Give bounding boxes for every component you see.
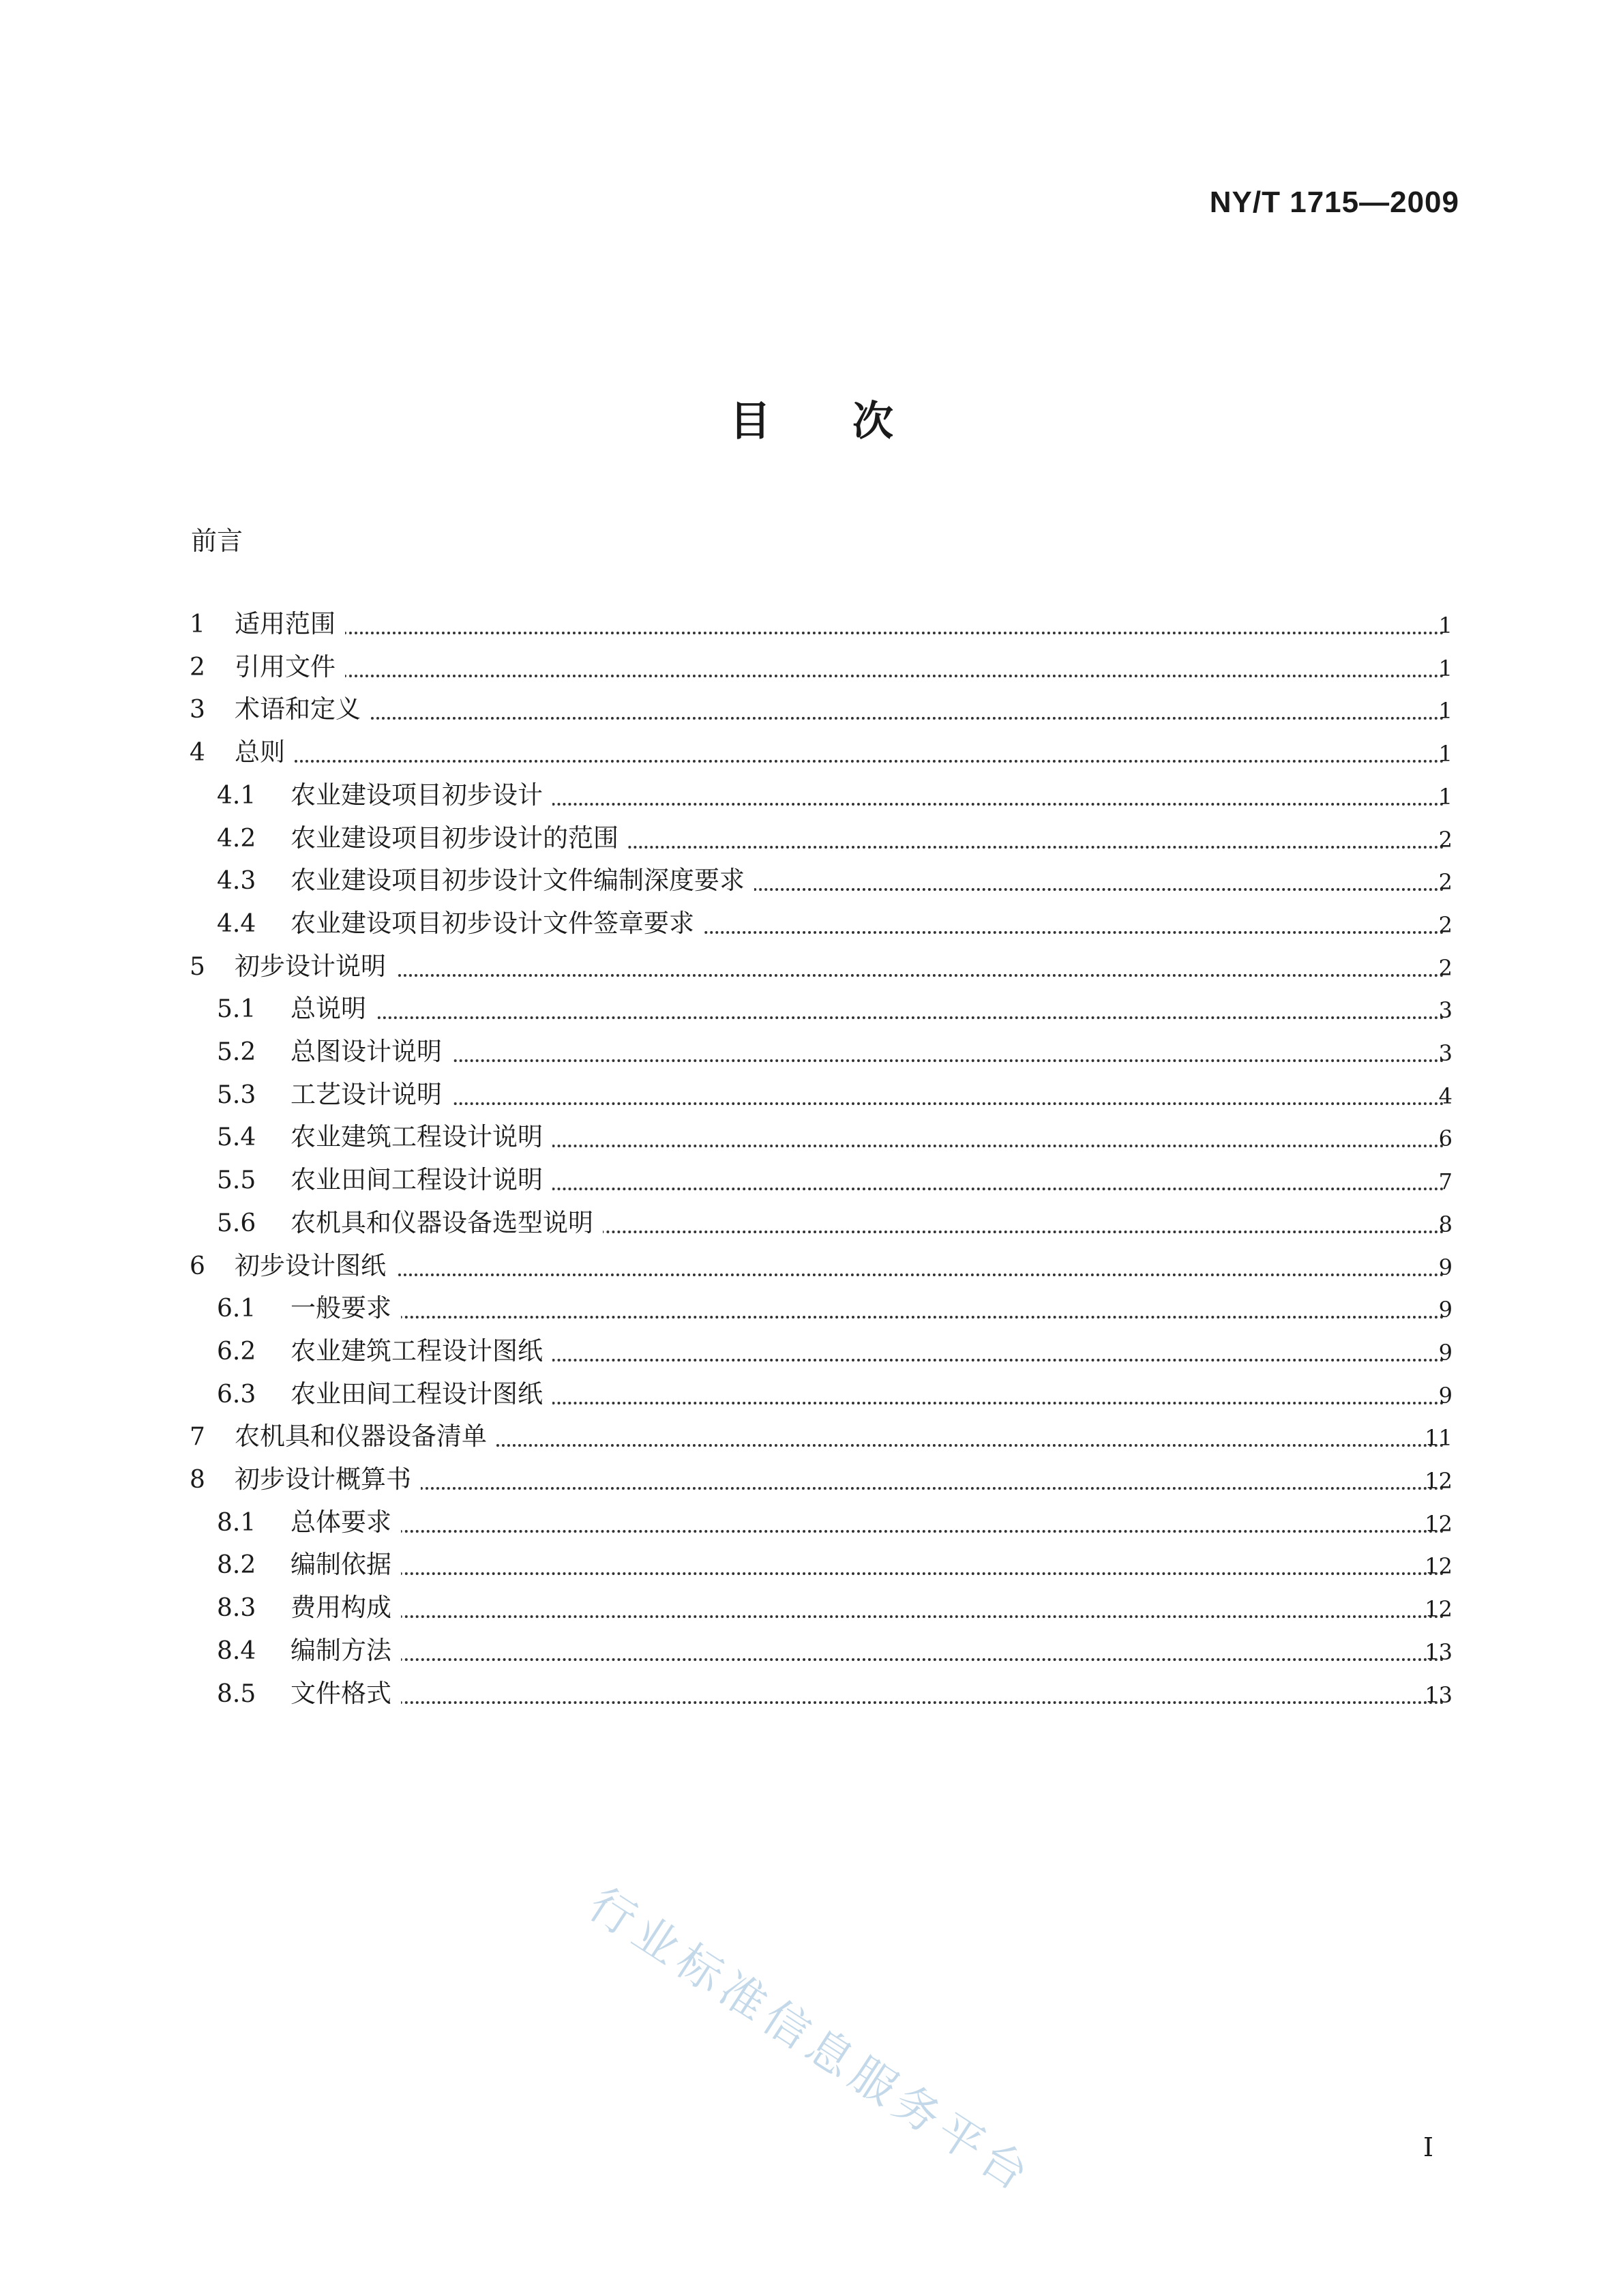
- toc-entry[interactable]: [0, 773, 1623, 815]
- toc-entry[interactable]: [0, 1671, 1623, 1713]
- toc-leader-dots: [291, 1016, 1444, 1019]
- toc-entry-page-value: 1: [1438, 655, 1453, 681]
- toc-entry-number: 2: [190, 653, 205, 681]
- toc-entry-page-value: 2: [1438, 869, 1453, 896]
- toc-entry-label: 农业建筑工程设计图纸: [291, 1330, 552, 1367]
- toc-entry[interactable]: [0, 944, 1623, 986]
- toc-entry-label: 初步设计概算书: [235, 1458, 421, 1495]
- toc-entry-label: 初步设计说明: [235, 945, 396, 982]
- toc-entry-page-value: 12: [1425, 1553, 1453, 1580]
- toc-entry[interactable]: [0, 730, 1623, 772]
- watermark: 行业标准信息服务平台: [579, 1877, 1043, 2205]
- toc-leader-dots: [235, 632, 1444, 634]
- toc-entry-label: 农业田间工程设计图纸: [291, 1373, 552, 1410]
- toc-entry-page-value: 1: [1438, 741, 1453, 767]
- toc-entry-number: 6.1: [217, 1295, 256, 1323]
- toc-entry-number: 8: [190, 1466, 205, 1494]
- toc-leader-dots: [291, 1572, 1444, 1575]
- toc-entry-page-value: 11: [1425, 1425, 1453, 1452]
- toc-entry-number: 8.4: [217, 1636, 256, 1665]
- toc-entry-page-value: 12: [1425, 1596, 1453, 1623]
- toc-entry-label: 适用范围: [235, 603, 345, 640]
- toc-entry[interactable]: [0, 816, 1623, 858]
- toc-entry-label: 农业建设项目初步设计: [291, 774, 552, 811]
- toc-entry-page-value: 9: [1438, 1297, 1453, 1323]
- toc-entry-label: 农业建设项目初步设计文件编制深度要求: [291, 859, 754, 896]
- toc-entry-label: 农业建设项目初步设计文件签章要求: [291, 902, 704, 939]
- toc-entry-label: 农业田间工程设计说明: [291, 1159, 552, 1196]
- toc-entry[interactable]: [0, 1500, 1623, 1542]
- toc-entry-page-value: 8: [1438, 1211, 1453, 1237]
- toc-entry-label: 总说明: [291, 988, 376, 1025]
- toc-entry-page-value: 1: [1438, 698, 1453, 724]
- toc-leader-dots: [235, 974, 1444, 977]
- toc-leader-dots: [291, 1615, 1444, 1618]
- toc-leader-dots: [235, 1274, 1444, 1276]
- toc-leader-dots: [291, 1102, 1444, 1105]
- toc-entry[interactable]: [0, 1243, 1623, 1286]
- toc-entry-label: 总则: [235, 731, 295, 768]
- toc-entry-number: 8.2: [217, 1551, 256, 1580]
- toc-leader-dots: [235, 675, 1444, 677]
- toc-leader-dots: [291, 1701, 1444, 1704]
- toc-entry-label: 初步设计图纸: [235, 1245, 396, 1282]
- toc-entry[interactable]: [0, 1628, 1623, 1671]
- toc-entry[interactable]: [0, 645, 1623, 687]
- toc-entry-label: 总体要求: [291, 1501, 401, 1538]
- toc-entry-label: 农业建设项目初步设计的范围: [291, 817, 628, 854]
- toc-entry-number: 5.4: [217, 1123, 256, 1152]
- toc-entry-page-value: 9: [1438, 1339, 1453, 1366]
- toc-entry[interactable]: [0, 1372, 1623, 1414]
- toc-entry-page-value: 3: [1438, 997, 1453, 1024]
- toc-entry[interactable]: [0, 1329, 1623, 1371]
- toc-entry-number: 6.3: [217, 1380, 256, 1409]
- toc-leader-dots: [235, 760, 1444, 763]
- toc-entry-number: 4.2: [217, 824, 256, 853]
- toc-entry-number: 6: [190, 1252, 205, 1280]
- toc-entry-label: 费用构成: [291, 1587, 401, 1623]
- toc-entry[interactable]: [0, 1585, 1623, 1628]
- toc-entry-page-value: 2: [1438, 911, 1453, 938]
- toc-entry-label: 文件格式: [291, 1673, 401, 1709]
- toc-entry-page-value: 6: [1438, 1125, 1453, 1152]
- toc-entry-number: 5: [190, 952, 205, 981]
- toc-entry[interactable]: [0, 1457, 1623, 1499]
- toc-entry-label: 术语和定义: [235, 688, 370, 725]
- toc-entry-number: 8.3: [217, 1594, 256, 1623]
- toc-entry-label: 工艺设计说明: [291, 1074, 451, 1110]
- page-title: 目次: [730, 398, 975, 445]
- toc-entry-number: 4.3: [217, 867, 256, 896]
- toc-entry-page-value: 2: [1438, 954, 1453, 981]
- toc-entry[interactable]: [0, 986, 1623, 1029]
- toc-entry[interactable]: [0, 858, 1623, 900]
- toc-entry-page-value: 12: [1425, 1510, 1453, 1537]
- standard-number: NY/T 1715—2009: [1209, 186, 1459, 219]
- toc-entry-page-value: 12: [1425, 1468, 1453, 1494]
- toc-leader-dots: [291, 1316, 1444, 1319]
- toc-entry[interactable]: [0, 1115, 1623, 1157]
- toc-entry-number: 5.3: [217, 1080, 256, 1109]
- toc-entry[interactable]: [0, 1158, 1623, 1200]
- toc-entry-page-value: 7: [1438, 1168, 1453, 1195]
- toc-entry[interactable]: [0, 1542, 1623, 1585]
- toc-entry-page-value: 13: [1425, 1638, 1453, 1665]
- toc-entry[interactable]: [0, 687, 1623, 729]
- toc-entry-number: 4.4: [217, 909, 256, 938]
- toc-entry-number: 5.2: [217, 1038, 256, 1066]
- toc-entry[interactable]: [0, 1072, 1623, 1115]
- toc-entry-number: 5.1: [217, 995, 256, 1024]
- toc-entry[interactable]: [0, 901, 1623, 943]
- toc-entry-page-value: 3: [1438, 1040, 1453, 1066]
- toc-entry-number: 8.1: [217, 1508, 256, 1537]
- toc-entry-page-value: 13: [1425, 1681, 1453, 1708]
- toc-entry-page-value: 9: [1438, 1382, 1453, 1409]
- toc-entry-page-value: 9: [1438, 1254, 1453, 1280]
- toc-leader-dots: [291, 1658, 1444, 1661]
- toc-entry-page-value: 1: [1438, 783, 1453, 810]
- toc-entry-label: 引用文件: [235, 646, 345, 683]
- toc-entry-label: 农机具和仪器设备清单: [235, 1415, 496, 1452]
- toc-entry-number: 4.1: [217, 781, 256, 810]
- toc-entry-number: 8.5: [217, 1679, 256, 1708]
- toc-entry-number: 5.6: [217, 1209, 256, 1237]
- toc-entry-number: 3: [190, 696, 205, 724]
- toc-entry-number: 1: [190, 610, 205, 638]
- toc-entry-label: 编制依据: [291, 1544, 401, 1580]
- toc-entry-number: 6.2: [217, 1337, 256, 1366]
- toc-entry-number: 5.5: [217, 1166, 256, 1195]
- toc-entry-label: 一般要求: [291, 1287, 401, 1324]
- toc-entry[interactable]: [0, 1286, 1623, 1328]
- toc-entry-label: 总图设计说明: [291, 1031, 451, 1068]
- toc-entry-number: 4: [190, 739, 205, 767]
- toc-leader-dots: [235, 717, 1444, 720]
- toc-entry[interactable]: [0, 1201, 1623, 1243]
- toc-entry-label: 农业建筑工程设计说明: [291, 1116, 552, 1153]
- toc-leader-dots: [291, 1530, 1444, 1533]
- toc-entry[interactable]: [0, 602, 1623, 644]
- toc-entry-page-value: 4: [1438, 1083, 1453, 1109]
- toc-leader-dots: [291, 1059, 1444, 1062]
- toc-entry-page-value: 1: [1438, 613, 1453, 638]
- toc-entry-label: 农机具和仪器设备选型说明: [291, 1202, 603, 1239]
- page-number: I: [1423, 2132, 1433, 2162]
- toc-entry-label: 编制方法: [291, 1630, 401, 1666]
- toc-foreword: 前言: [191, 526, 243, 556]
- toc-entry[interactable]: [0, 1029, 1623, 1072]
- toc-entry-page-value: 2: [1438, 826, 1453, 853]
- toc-entry[interactable]: [0, 1414, 1623, 1456]
- toc-entry-number: 7: [190, 1423, 205, 1452]
